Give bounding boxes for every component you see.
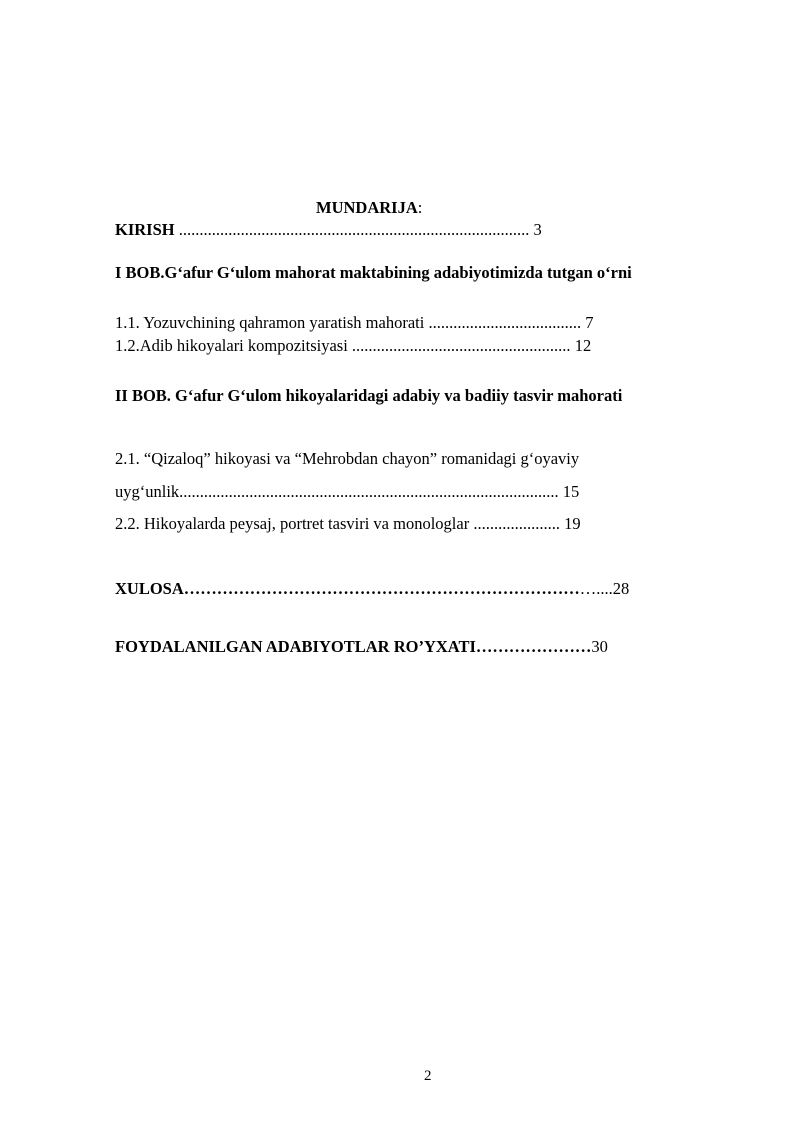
toc-entry-page: 30: [591, 637, 608, 656]
toc-entry-label: XULOSA………………………………………………………………: [115, 579, 580, 598]
toc-entry-xulosa: [115, 579, 629, 599]
toc-entry-page: 3: [533, 220, 542, 239]
toc-title-text: MUNDARIJA: [316, 198, 418, 217]
toc-entry-label: FOYDALANILGAN ADABIYOTLAR RO’YXATI…………………: [115, 637, 592, 656]
toc-entry-section-1-2: [115, 336, 591, 356]
toc-entry-leader: …....: [579, 579, 613, 598]
toc-title: [316, 198, 422, 218]
toc-entry-text: 1.2.Adib hikoyalari kompozitsiyasi .....................................................: [115, 336, 575, 355]
toc-entry-kirish: [115, 220, 542, 240]
toc-title-colon: :: [417, 198, 423, 217]
toc-chapter-2: II BOB. G‘afur G‘ulom hikoyalaridagi adabiy va badiiy tasvir mahorati: [115, 386, 623, 405]
toc-chapter-1: I BOB.G‘afur G‘ulom mahorat maktabining adabiyotimizda tutgan o‘rni: [115, 263, 632, 282]
toc-entry-text: 2.2. Hikoyalarda peysaj, portret tasviri va monologlar .....................: [115, 514, 565, 533]
toc-entry-page: 15: [562, 482, 580, 501]
toc-entry-text: uyg‘unlik............................................................................................: [115, 482, 563, 501]
toc-entry-section-2-1-line2: [115, 482, 579, 502]
toc-entry-label: KIRISH: [115, 220, 175, 239]
toc-entry-section-2-1-line1: 2.1. “Qizaloq” hikoyasi va “Mehrobdan chayon” romanidagi g‘oyaviy: [115, 449, 580, 468]
toc-entry-page: 12: [574, 336, 592, 355]
toc-entry-section-1-1: [115, 313, 593, 333]
page-number: 2: [424, 1068, 432, 1084]
toc-entry-page: 7: [585, 313, 594, 332]
toc-entry-leader: .....................................................................................: [174, 220, 534, 239]
toc-entry-page: 19: [564, 514, 581, 533]
toc-entry-text: 1.1. Yozuvchining qahramon yaratish mahorati .....................................: [115, 313, 586, 332]
toc-entry-page: 28: [612, 579, 630, 598]
toc-entry-section-2-2: [115, 514, 581, 534]
toc-entry-references: [115, 637, 608, 657]
